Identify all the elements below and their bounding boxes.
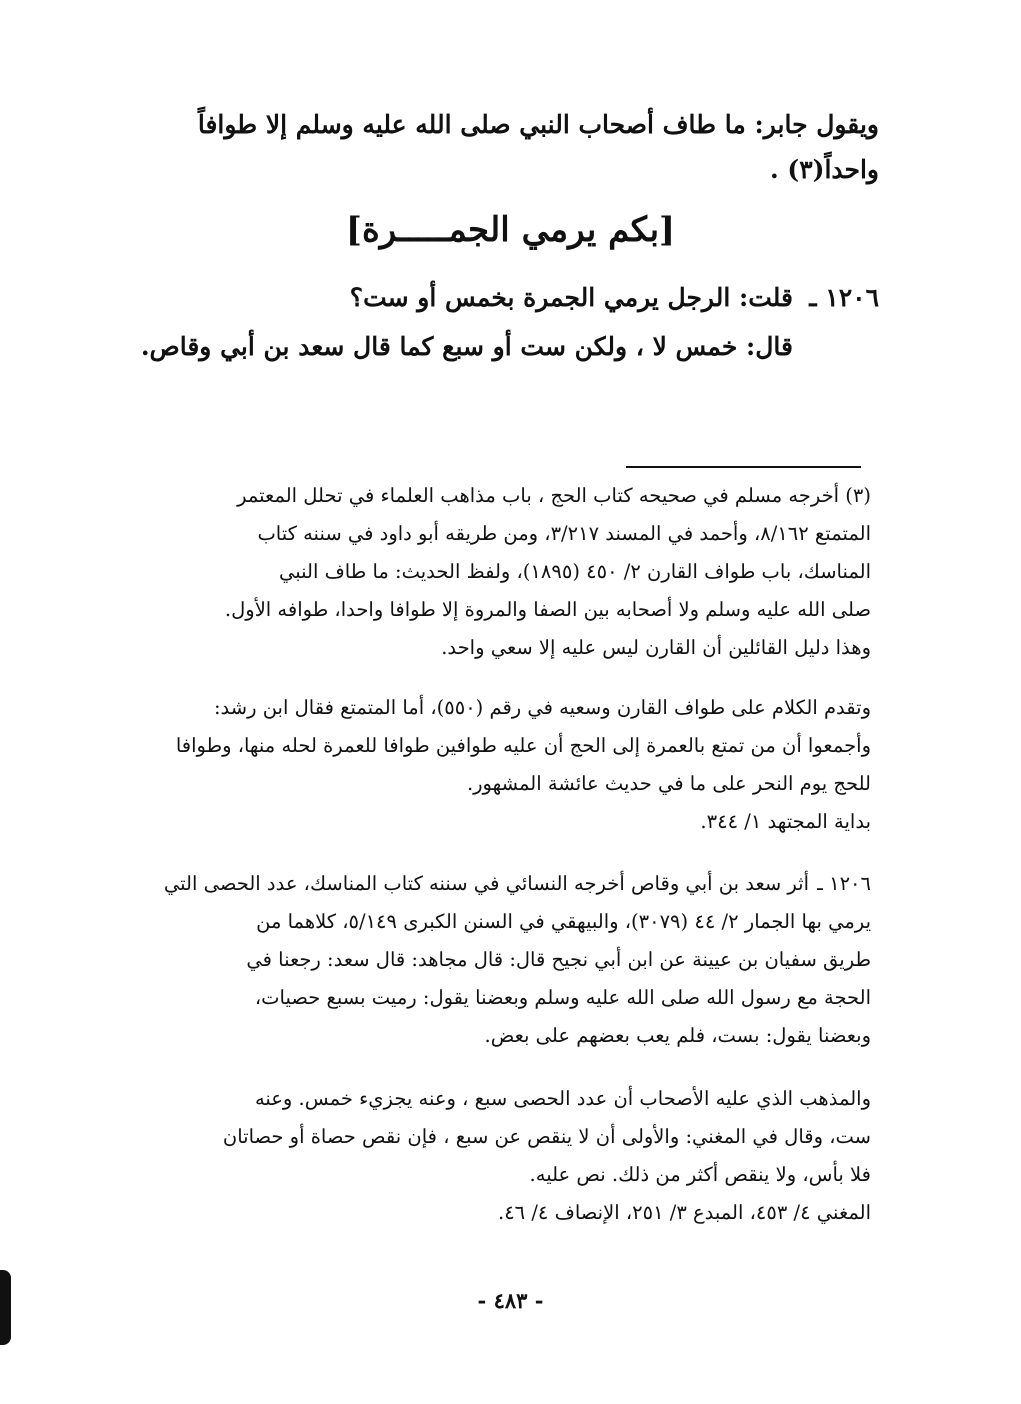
question-text: قلت: الرجل يرمي الجمرة بخمس أو ست؟ <box>349 283 793 312</box>
footnote-separator <box>626 466 861 468</box>
footnote-line: صلى الله عليه وسلم ولا أصحابه بين الصفا والمروة إلا طوافا واحدا، طوافه الأول. <box>224 598 871 621</box>
section-heading: [بكم يرمي الجمـــــرة] <box>345 210 676 250</box>
footnote-line: الحجة مع رسول الله صلى الله عليه وسلم وبعضنا يقول: رميت بسبع حصيات، <box>254 986 871 1009</box>
footnote-line: طريق سفيان بن عيينة عن ابن أبي نجيح قال: قال مجاهد: قال سعد: رجعنا في <box>246 948 871 971</box>
footnote-line: وبعضنا يقول: بست، فلم يعب بعضهم على بعض. <box>484 1024 871 1047</box>
footnote-number: ١٢٠٦ ـ <box>817 872 871 895</box>
main-text-line: واحداً(٣) . <box>769 155 879 184</box>
scan-edge-mark <box>0 1270 11 1345</box>
footnote-line: وهذا دليل القائلين أن القارن ليس عليه إلا سعي واحد. <box>441 636 871 659</box>
footnote-line: فلا بأس، ولا ينقص أكثر من ذلك. نص عليه. <box>529 1163 871 1186</box>
footnote-line: المناسك، باب طواف القارن ٢/ ٤٥٠ (١٨٩٥)، ولفظ الحديث: ما طاف النبي <box>279 560 871 583</box>
footnote-line: يرمي بها الجمار ٢/ ٤٤ (٣٠٧٩)، والبيهقي في السنن الكبرى ٥/١٤٩، كلاهما من <box>256 910 871 933</box>
footnote-line: وتقدم الكلام على طواف القارن وسعيه في رقم (٥٥٠)، أما المتمتع فقال ابن رشد: <box>213 696 871 719</box>
footnote-line: المغني ٤/ ٤٥٣، المبدع ٣/ ٢٥١، الإنصاف ٤/ ٤٦. <box>497 1201 871 1224</box>
answer-text: قال: خمس لا ، ولكن ست أو سبع كما قال سعد بن أبي وقاص. <box>140 332 793 361</box>
footnote-line: للحج يوم النحر على ما في حديث عائشة المشهور. <box>466 772 871 795</box>
footnote-line: المتمتع ٨/١٦٢، وأحمد في المسند ٣/٢١٧، ومن طريقه أبو داود في سننه كتاب <box>257 522 871 545</box>
main-text-line: ويقول جابر: ما طاف أصحاب النبي صلى الله عليه وسلم إلا طوافاً <box>197 110 879 139</box>
footnote-line: ست، وقال في المغني: والأولى أن لا ينقص عن سبع ، فإن نقص حصاة أو حصاتان <box>222 1125 871 1148</box>
footnote-line: وأجمعوا أن من تمتع بالعمرة إلى الحج أن عليه طوافين طوافا للعمرة لحله منها، وطوافا <box>175 734 871 757</box>
question-number: ١٢٠٦ ـ <box>809 283 879 312</box>
footnote-line: أثر سعد بن أبي وقاص أخرجه النسائي في سننه كتاب المناسك، عدد الحصى التي <box>163 872 809 895</box>
page-number: - ٤٨٣ - <box>477 1288 544 1313</box>
footnote-line: (٣) أخرجه مسلم في صحيحه كتاب الحج ، باب مذاهب العلماء في تحلل المعتمر <box>237 484 871 507</box>
footnote-line: بداية المجتهد ١/ ٣٤٤. <box>700 810 871 833</box>
footnote-line: والمذهب الذي عليه الأصحاب أن عدد الحصى سبع ، وعنه يجزيء خمس. وعنه <box>254 1087 871 1110</box>
